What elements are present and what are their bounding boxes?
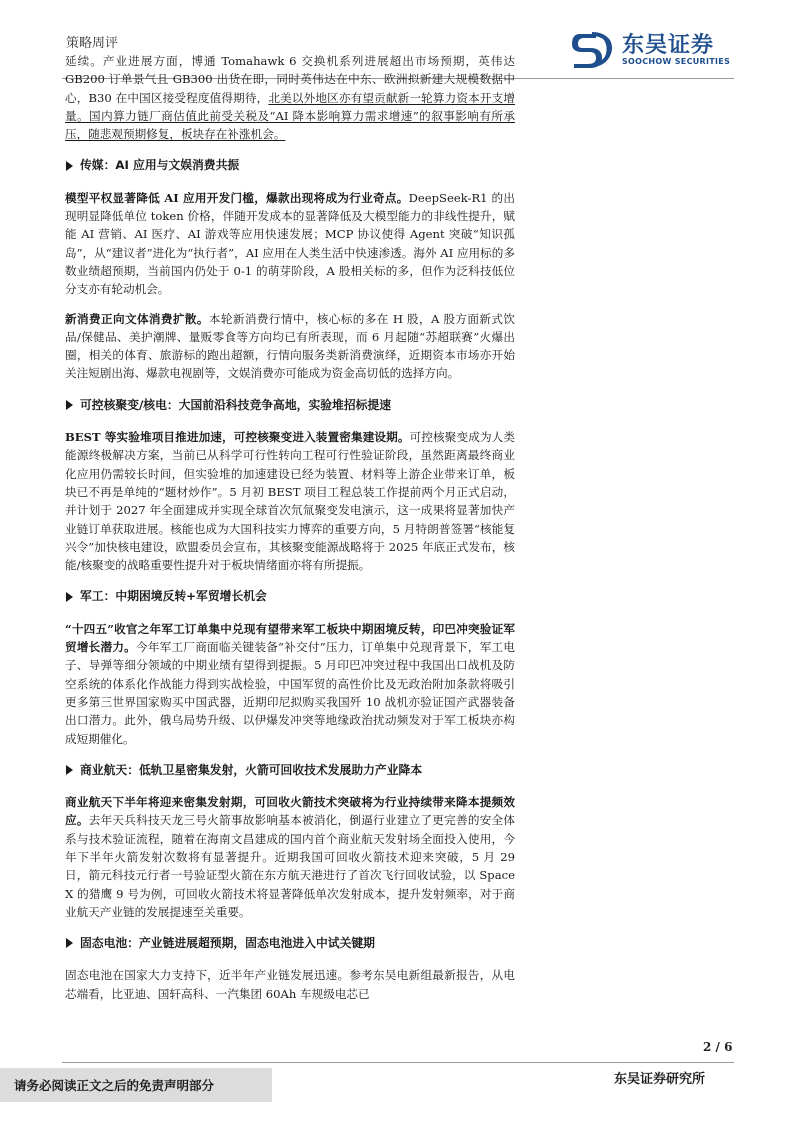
paragraph-text: 去年天兵科技天龙三号火箭事故影响基本被消化，倒逼行业建立了更完善的安全体系与技术验证流程，随着在海南文昌建成的国内首个商业航天发射场全面投入使用，今年下半年火箭发射次数将有显著提升。近期我国可回收火箭技术迎来突破，5 月 29 日，箭元科技元行者一号验证型火箭在东方航天港进行了首次飞行回收试验，以 Space X 的猎鹰 9 号为例，可回收火箭技术将显著降低单次发射成本，提升发射频率，对于商业航天产业链的发展提速至关重要。 [65, 813, 515, 919]
section-heading-fusion [65, 396, 515, 414]
section-heading-text: 军工：中期困境反转+军贸增长机会 [80, 589, 267, 604]
company-logo [570, 28, 750, 72]
header-section-label: 策略周评 [66, 36, 119, 51]
intro-underlined-text: 北美以外地区亦有望贡献新一轮算力资本开支增量。国内算力链厂商估值此前受关税及“AI 降本影响算力需求增速”的叙事影响有所承压，随悲观预期修复，板块存在补涨机会。 [65, 90, 515, 142]
section-triangle-icon [66, 938, 73, 948]
section-heading-text: 传媒：AI 应用与文娱消费共振 [80, 158, 240, 173]
section-heading-text: 商业航天：低轨卫星密集发射，火箭可回收技术发展助力产业降本 [80, 762, 423, 777]
paragraph-text: 可控核聚变成为人类能源终极解决方案，当前已从科学可行性转向工程可行性验证阶段，虽然距离最终商业化应用仍需较长时间，但实验堆的加速建设已经为装置、材料等上游企业带来订单，板块已不再是单纯的“题材炒作”。5 月初 BEST 项目工程总装工作提前两个月正式启动，并计划于 2027 年全面建成并实现全球首次氘氚聚变发电演示，这一成果将显著加快产业链订单获取进展。核能也成为大国科技实力博弈的重要方向，5 月特朗普签署“核能复兴令”加快核电建设，欧盟委员会宣布，其核聚变能源战略将于 2025 年底正式发布，核能/核聚变的战略重要性提升对于板块情绪面亦将有所提振。 [65, 430, 515, 573]
paragraph-media-2 [65, 310, 515, 383]
paragraph-lead: BEST 等实验堆项目推进加速，可控核聚变进入装置密集建设期。 [65, 430, 410, 445]
section-heading-text: 可控核聚变/核电：大国前沿科技竞争高地，实验堆招标提速 [80, 397, 392, 412]
institute-name: 东吴证券研究所 [614, 1072, 706, 1087]
paragraph-text: DeepSeek-R1 的出现明显降低单位 token 价格，伴随开发成本的显著降低及大模型能力的非线性提升，赋能 AI 营销、AI 医疗、AI 游戏等应用快速发展；MCP 协议使得 Agent 突破“知识孤岛”，从“建议者”进化为“执行者”，AI 应用在人类生活中快速渗透。海外 AI 应用标的多数业绩超预期，当前国内仍处于 0-1 的萌芽阶段，A 股相关标的多，但作为泛科技低位分支亦有轮动机会。 [65, 190, 515, 297]
paragraph-lead: 模型平权显著降低 AI 应用开发门槛，爆款出现将成为行业奇点。 [65, 190, 409, 205]
paragraph-fusion-1 [65, 428, 515, 574]
logo-text-cn: 东吴证券 [622, 33, 715, 58]
paragraph-military-1 [65, 620, 515, 748]
section-heading-battery [65, 934, 515, 952]
section-heading-media [65, 156, 515, 174]
section-triangle-icon [66, 400, 73, 410]
page-number: 2 / 6 [703, 1040, 733, 1054]
disclaimer-text: 请务必阅读正文之后的免责声明部分 [14, 1078, 215, 1093]
paragraph-text: 固态电池在国家大力支持下，近半年产业链发展迅速。参考东吴电新组最新报告，从电芯端看，比亚迪、国轩高科、一汽集团 60Ah 车规级电芯已 [65, 968, 515, 1001]
section-triangle-icon [66, 592, 73, 602]
paragraph-lead: 新消费正向文体消费扩散。 [65, 311, 209, 326]
logo-text-en: SOOCHOW SECURITIES [622, 57, 731, 66]
section-triangle-icon [66, 161, 73, 171]
footer-divider [62, 1062, 734, 1063]
intro-paragraph [65, 52, 515, 143]
paragraph-aerospace-1 [65, 793, 515, 921]
paragraph-media-1 [65, 189, 515, 299]
section-triangle-icon [66, 765, 73, 775]
section-heading-military [65, 587, 515, 605]
disclaimer-bar [0, 1068, 272, 1102]
intro-normal-text: 延续。产业进展方面，博通 Tomahawk 6 交换机系列进展超出市场预期，英伟达 GB200 订单景气且 GB300 出货在即，同时英伟达在中东、欧洲拟新建大规模数据中心，B30 在中国区接受程度值得期待， [65, 54, 515, 105]
paragraph-battery-1 [65, 966, 515, 1003]
paragraph-lead: 商业航天下半年将迎来密集发射期，可回收火箭技术突破将为行业持续带来降本提频效应。 [65, 795, 515, 828]
paragraph-text: 今年军工厂商面临关键装备“补交付”压力，订单集中兑现背景下，军工电子、导弹等细分领域的中期业绩有望得到提振。5 月印巴冲突过程中我国出口战机及防空系统的体系化作战能力得到实战检验，中国军贸的高性价比及无政治附加条款将吸引更多第三世界国家购买中国武器，近期印尼拟购买我国歼 10 战机亦验证国产武器装备出口潜力。此外，俄乌局势升级、以伊爆发冲突等地缘政治扰动频发对于军工板块亦构成短期催化。 [65, 640, 515, 746]
document-body [65, 52, 515, 1014]
paragraph-text: 本轮新消费行情中，核心标的多在 H 股，A 股方面新式饮品/保健品、美护潮牌、量贩零食等方向均已有所表现，而 6 月起随“苏超联赛”火爆出圈，相关的体育、旅游标的跑出超额，行情向服务类新消费演绎，近期资本市场亦开始关注短剧出海、爆款电视剧等，文娱消费亦可能成为资金高切低的选择方向。 [65, 311, 515, 381]
section-heading-text: 固态电池：产业链进展超预期，固态电池进入中试关键期 [80, 936, 375, 951]
soochow-logo-icon [570, 28, 616, 72]
paragraph-lead: “十四五”收官之年军工订单集中兑现有望带来军工板块中期困境反转，印巴冲突验证军贸增长潜力。 [65, 621, 515, 655]
section-heading-aerospace [65, 761, 515, 779]
